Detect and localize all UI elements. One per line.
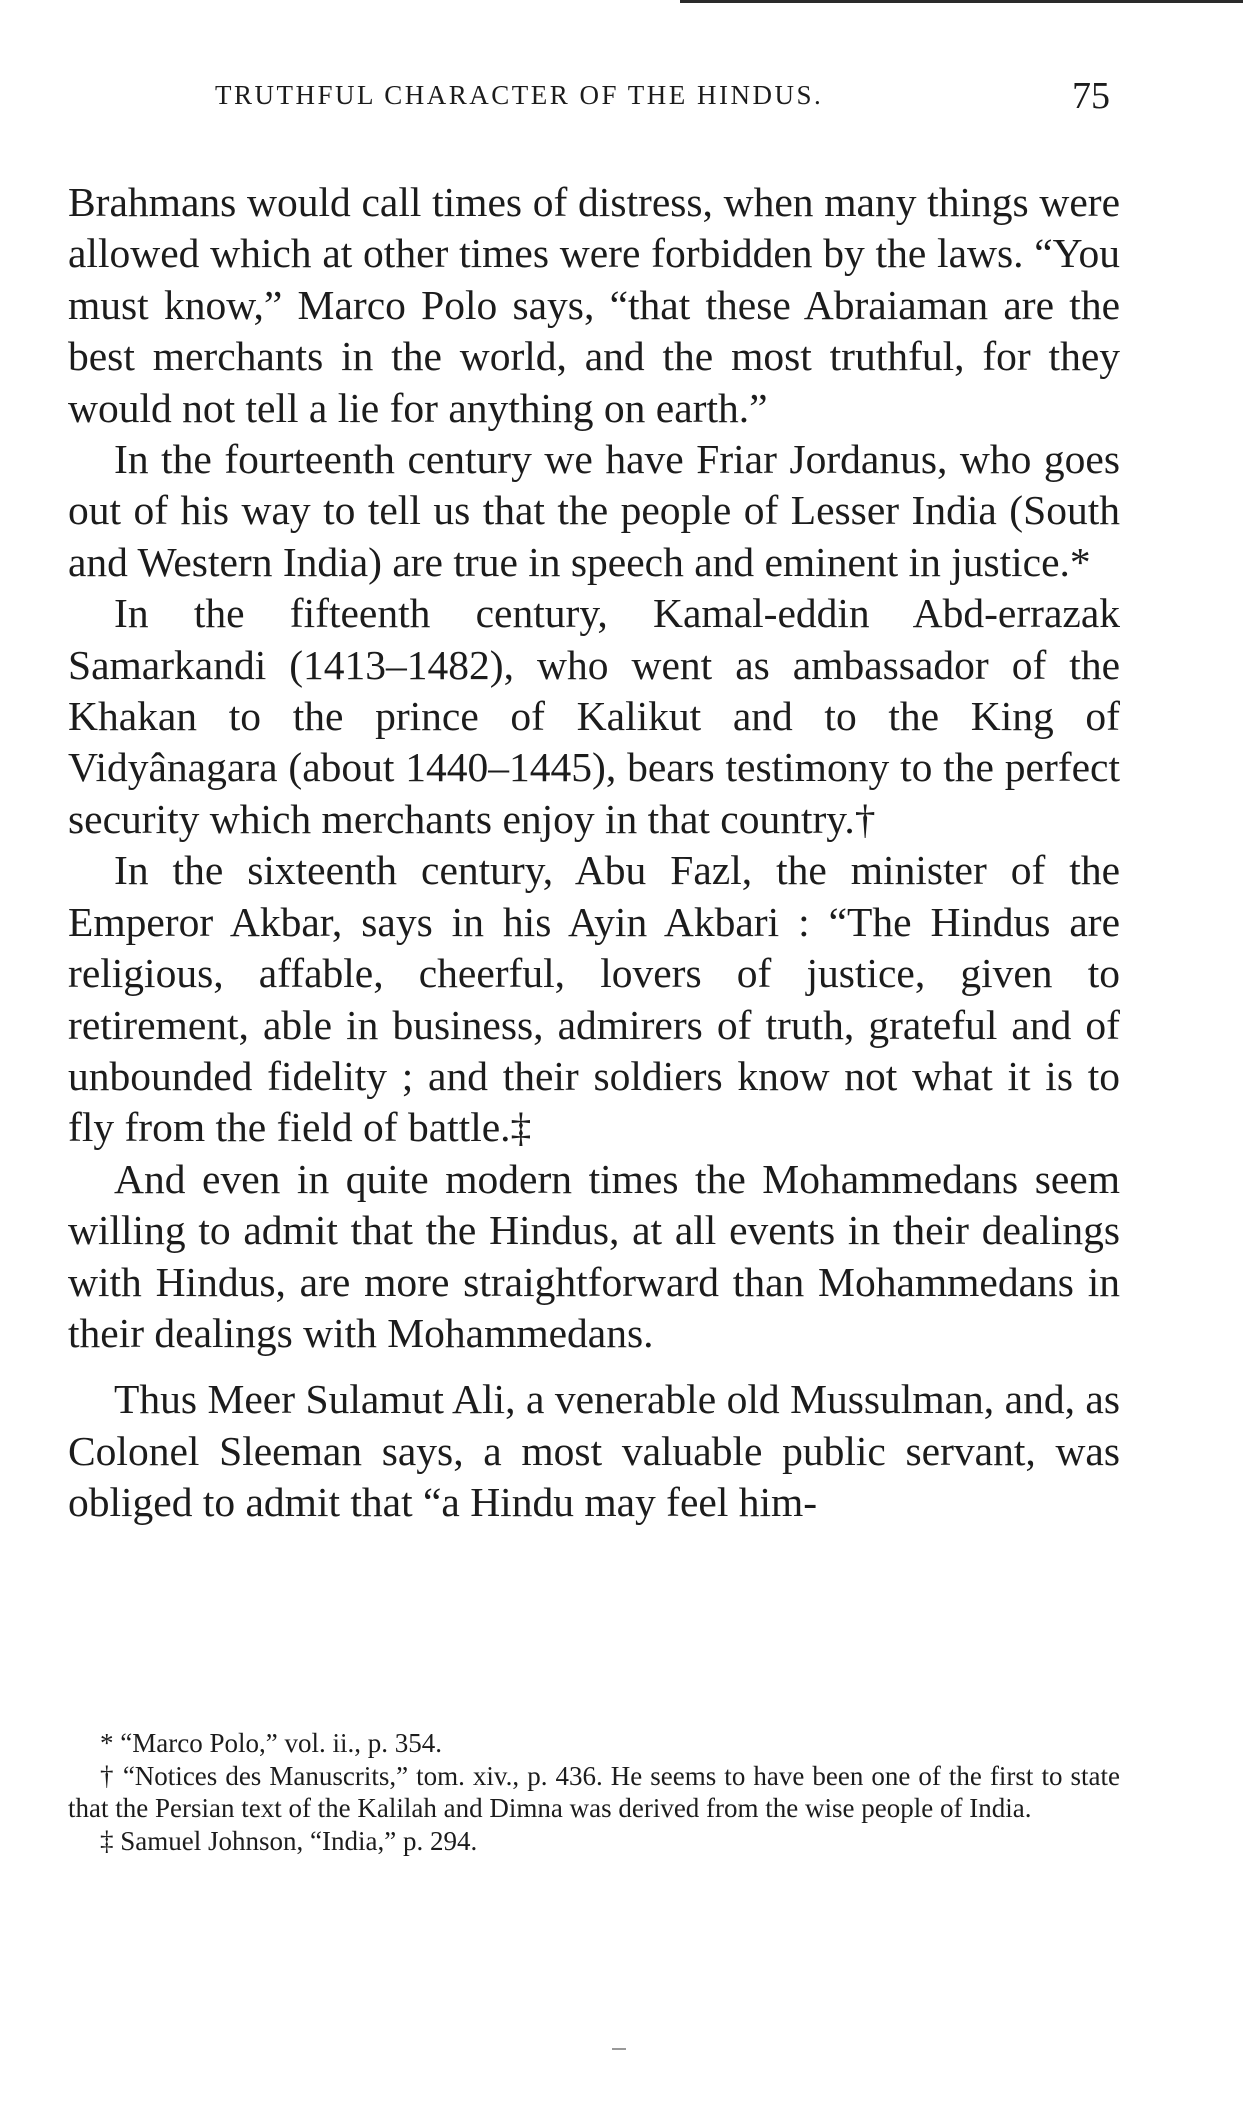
paragraph-abu-fazl: In the sixteenth century, Abu Fazl, the minister of the Emperor Akbar, says in his Ayin Akbari : “The Hindus are religious, affable, cheerful, lovers of justice, given to retirement, able in business, admirers of truth, grateful and of unbounded fidelity ; and their soldiers know not what it is to fly from the field of battle.‡	[68, 847, 1120, 1151]
print-mark	[612, 2048, 626, 2050]
running-head-title: TRUTHFUL CHARACTER OF THE HINDUS.	[215, 80, 824, 110]
paragraph-modern-times: And even in quite modern times the Mohammedans seem willing to admit that the Hindus, at all events in their dealings with Hindus, are more straightforward than Mohammedans in their dealings with Mohammedans.	[68, 1155, 1120, 1356]
paragraph-continued: Brahmans would call times of distress, when many things were allowed which at other times were forbidden by the laws. “You must know,” Marco Polo says, “that these Abraiaman are the best merchants in the world, and the most truthful, for they would not tell a lie for anything on earth.”	[68, 179, 1120, 431]
footnote-asterisk: * “Marco Polo,” vol. ii., p. 354.	[100, 1728, 442, 1758]
footnotes	[68, 1727, 1120, 1857]
paragraph-abd-errazak: In the fifteenth century, Kamal-eddin Abd-errazak Samarkandi (1413–1482), who went as ambassador of the Khakan to the prince of Kalikut and to the King of Vidyânagara (about 1440–1445), bears testimony to the perfect security which merchants enjoy in that country.†	[68, 590, 1120, 842]
footnote-dagger: † “Notices des Manuscrits,” tom. xiv., p. 436. He seems to have been one of the first to state that the Persian text of the Kalilah and Dimna was derived from the wise people of India.	[68, 1760, 1120, 1823]
body-text	[68, 177, 1120, 1529]
footnote-double-dagger: ‡ Samuel Johnson, “India,” p. 294.	[100, 1825, 478, 1856]
page-number: 75	[1072, 75, 1110, 117]
top-border-rule	[680, 0, 1243, 3]
paragraph-jordanus: In the fourteenth century we have Friar Jordanus, who goes out of his way to tell us that the people of Lesser India (South and Western India) are true in speech and eminent in justice.*	[68, 436, 1120, 585]
paragraph-sulamut-ali: Thus Meer Sulamut Ali, a venerable old Mussulman, and, as Colonel Sleeman says, a most valuable public servant, was obliged to admit that “a Hindu may feel him-	[68, 1376, 1120, 1526]
